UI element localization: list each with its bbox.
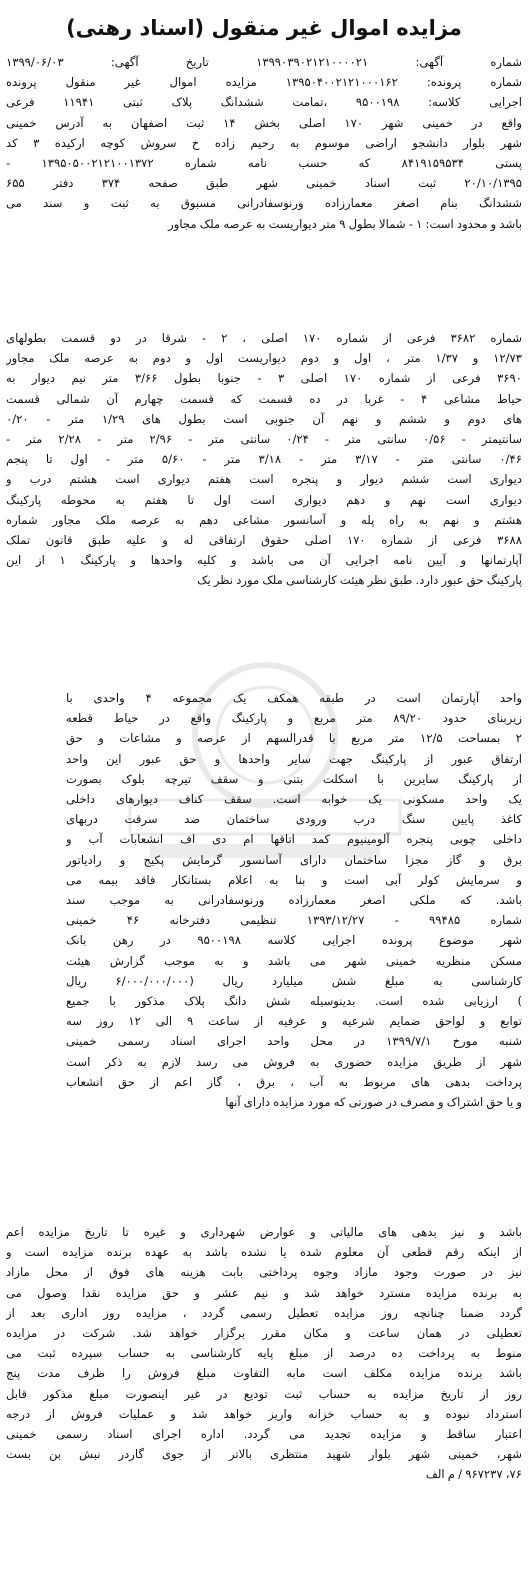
text-line: حیاط مشاعی ۴ - غربا در ده قسمت که قسمت چهارم آن شمالی قسمت	[6, 391, 522, 406]
text-line: های دوم و ششم و نهم آن جنوبی است بطول های ۱/۲۹ متر - ۰/۲۰	[6, 411, 522, 426]
text-line: شهر از طریق مزایده حضوری به فروش می رسد لازم به ذکر است	[66, 1054, 522, 1069]
text-line: شهر، خمینی شهر بلوار شهید منتظری بالاتر از جوی گاردر نبش بن بست	[6, 1447, 522, 1462]
text-line: منوط به پرداخت ده درصد از مبلغ پایه کارشناسی به حساب سپرده ثبت می	[6, 1346, 522, 1361]
text-line: دیواری است نهم و دهم دیواری است اول تا هفتم به محوطه پارکینگ	[6, 492, 522, 507]
text-line: هشتم و نهم به راه پله و آسانسور مشاعی دهم به عرصه ملک مجاور شماره	[6, 512, 522, 527]
text-line: از پارکینگ سایرین با اسکلت بتنی و سقف تیرچه بلوک بصورت	[66, 771, 522, 786]
text-line: شماره آگهی: ۱۳۹۹۰۳۹۰۲۱۲۱۰۰۰۰۲۱ تاریخ آگهی: ۱۳۹۹/۰۶/۰۳	[6, 55, 522, 69]
text-line: زیربنای حدود ۸۹/۲۰ متر مربع و پارکینگ واقع در حیاط قطعه	[66, 711, 522, 726]
text-line: سانتیمتر - ۰/۵۶ سانتی متر - ۰/۲۴ سانتی متر - ۲/۹۶ متر - ۲/۲۸ متر -	[6, 432, 522, 447]
text-line: ۳۶۹۰ فرعی از شماره ۱۷۰ اصلی ۳ - جنوبا بطول ۳/۶۶ متر نیم دیوار به	[6, 371, 522, 386]
text-line: از اینکه رقم قطعی آن معلوم شده یا نشده باشد به عهده برنده مزایده است و	[6, 1245, 522, 1260]
text-line: پارکینگ حق عبور دارد. طبق نظر هیئت کارشناسی ملک مورد نظر یک	[197, 573, 522, 588]
text-line: ارتفاق عبور از پارکینگ جهت سایر واحدها و حق عبور این واحد	[66, 751, 522, 766]
text-line: شهر بلوار دانشجو اراضی موسوم به رحیم زاده خ سروش کوچه ارکیده ۳ کد	[6, 135, 522, 150]
text-line: شماره پرونده: ۱۳۹۵۰۴۰۰۲۱۲۱۰۰۰۱۶۲ مزایده اموال غیر منقول پرونده	[6, 75, 522, 90]
text-line: و یا حق اشتراک و مصرف در صورتی که مورد مزایده دارای آنها	[225, 1095, 522, 1110]
text-line: شماره ۹۹۴۸۵ - ۱۳۹۳/۱۲/۲۷ تنظیمی دفترخانه ۴۶ خمینی	[66, 913, 522, 928]
text-line: گردد ضمنا چنانچه روز مزایده تعطیل رسمی گردد ، مزایده روز اداری بعد از	[6, 1305, 522, 1320]
text-line: شماره ۳۶۸۲ فرعی از شماره ۱۷۰ اصلی ، ۲ - شرقا در دو قسمت بطولهای	[6, 331, 522, 345]
text-line: ششدانگ بنام اصغر معمارزاده ورنوسفادرانی مسبوق به ثبت و سند می	[6, 196, 522, 211]
text-line: شهر موضوع پرونده اجرایی کلاسه ۹۵۰۰۱۹۸ در رهن بانک	[66, 933, 522, 948]
text-line: تعطیلی در همان ساعت و مکان مقرر برگزار خواهد شد. شرکت در مزایده	[6, 1326, 522, 1341]
text-line: توابع و لواحق ضمایم شرعیه و عرفیه از ساعت ۹ الی ۱۲ روز سه	[66, 1014, 522, 1029]
text-line: باشد و نیز بدهی های مالیاتی و عوارض شهرداری و غیره تا تاریخ مزایده اعم	[6, 1225, 522, 1239]
text-line: نیز در صورت وجود مازاد وجوه پرداختی بابت هزینه های فوق از محل مازاد	[6, 1265, 522, 1280]
text-line: باشد برنده مزایده مکلف است مابه التفاوت مبلغ فروش را ظرف مدت پنج	[6, 1366, 522, 1381]
text-line: ۲ بمساحت ۱۲/۵ متر مربع با قدرالسهم از عرصه و مشاعات و حق	[66, 731, 522, 746]
notice-title: مزایده اموال غیر منقول (اسناد رهنی)	[66, 16, 462, 40]
notice-paragraph-4	[6, 1222, 522, 1567]
text-line: استرداد نبوده و به حساب خزانه واریز خواهد شد و عملیات فروش از درجه	[6, 1406, 522, 1421]
text-line: پرداخت بدهی های مربوط به آب ، برق ، گاز اعم از حق انشعاب	[66, 1074, 522, 1089]
text-line: برق و گاز مجزا ساختمان دارای آسانسور گرمایش پکیج و رادیاتور	[66, 852, 522, 867]
text-line: ۳۶۸۸ فرعی از شماره ۱۷۰ اصلی حقوق ارتفاقی له و علیه طبق قانون تملک	[6, 533, 522, 548]
text-line: باشد و محدود است: ۱ - شمالا بطول ۹ متر دیواریست به عرصه ملک مجاور	[168, 216, 522, 231]
text-line: ۱۲/۷۳ و ۱/۳۷ متر ، اول و دوم دیواریست اول و دوم به عرصه ملک مجاور	[6, 351, 522, 366]
text-line: واحد آپارتمان است در طبقه همکف یک مجموعه ۴ واحدی با	[66, 691, 522, 705]
text-line: اجرایی کلاسه: ۹۵۰۰۱۹۸ ،تمامت ششدانگ پلاک ثبتی ۱۱۹۴۱ فرعی	[6, 95, 522, 110]
text-line: کاغذ پایین سنگ درب ورودی ساختمان ضد سرقت دربهای	[66, 812, 522, 827]
text-line: آپارتمانها و آیین نامه اجرایی آن می باشد و کلیه واحدها و پارکینگ ۱ از این	[6, 553, 522, 568]
notice-paragraph-3	[66, 688, 522, 1214]
text-line: شنبه مورخ ۱۳۹۹/۷/۱ در محل واحد اجرای اسناد رسمی خمینی	[66, 1034, 522, 1049]
text-line: مسکن منظریه خمینی شهر می باشد و به موجب گزارش هیئت	[66, 953, 522, 968]
text-line: داخلی چوبی پنجره آلومینیوم کمد اتاقها ام دی اف انشعابات آب و	[66, 832, 522, 847]
text-line: روز از تاریخ مزایده به حساب ثبت تودیع در غیر اینصورت مبلغ مذکور قابل	[6, 1386, 522, 1401]
text-line: به برنده مزایده مسترد خواهد شد و نیم عشر و حق مزایده نقدا وصول می	[6, 1285, 522, 1300]
text-line: واقع در خمینی شهر ۱۷۰ اصلی بخش ۱۴ ثبت اصفهان به آدرس خمینی	[6, 115, 522, 130]
text-line: ۷۶، ۹۶۷۲۳۷ / م الف	[425, 1467, 522, 1482]
notice-paragraph-2	[6, 328, 522, 688]
text-line: ۲۰/۱۰/۱۳۹۵ ثبت اسناد خمینی شهر طبق صفحه ۳۷۴ دفتر ۶۵۵	[6, 176, 522, 191]
text-line: ۰/۴۶ سانتی متر - ۳/۱۷ متر - ۳/۱۸ متر - ۵/۶۰ متر - اول تا پنجم	[6, 452, 522, 467]
text-line: یک واحد مسکونی یک خوابه است. سقف کناف دیوارهای داخلی	[66, 792, 522, 807]
text-line: ) ارزیابی شده است. بدینوسیله شش دانگ پلاک مذکور با جمیع	[66, 994, 522, 1009]
text-line: کارشناسی به مبلغ شش میلیارد ریال (۶/۰۰۰/۰۰۰/۰۰۰ ریال	[66, 973, 522, 988]
text-line: پستی ۸۴۱۹۱۵۹۵۳۴ که حسب نامه شماره ۱۳۹۵۰۵۰۰۲۱۲۱۰۰۱۳۷۲ -	[6, 156, 522, 171]
text-line: اعتبار ساقط و مزایده تجدید می گردد. اداره اجرای اسناد رسمی خمینی	[6, 1427, 522, 1442]
text-line: دیواری است ششم دیوار و پنجره است هفتم دیواری است هشتم درب و	[6, 472, 522, 487]
notice-paragraph-1	[6, 52, 522, 320]
text-line: و سرمایش کولر آبی است و بنا به اعلام بستانکار فاقد بیمه می	[66, 872, 522, 887]
text-line: باشد. که ملکی اصغر معمارزاده ورنوسفادرانی به موجب سند	[66, 893, 522, 908]
